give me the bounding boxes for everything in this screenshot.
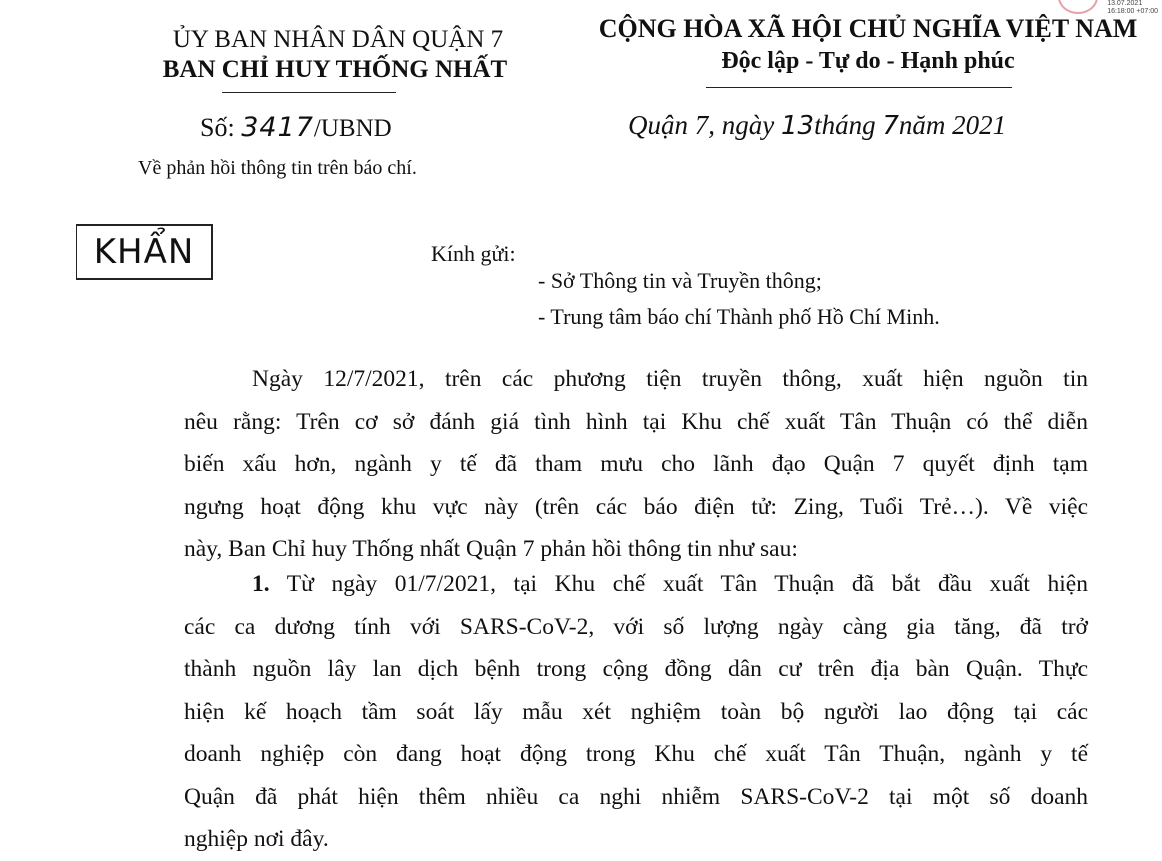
paragraph-line: thành nguồn lây lan dịch bệnh trong cộng đồng dân cư trên địa bàn Quận. Thực <box>184 656 1088 682</box>
body-point-1 <box>184 563 1088 861</box>
right-header-divider <box>706 87 1012 88</box>
paragraph-line: biến xấu hơn, ngành y tế đã tham mưu cho lãnh đạo Quận 7 quyết định tạm <box>184 451 1088 477</box>
body-paragraph-1 <box>184 358 1088 571</box>
day-handwritten: 13 <box>780 111 815 141</box>
issuing-agency: ỦY BAN NHÂN DÂN QUẬN 7 <box>172 26 504 53</box>
month-handwritten: 7 <box>882 111 899 141</box>
digital-signature-seal-icon <box>1058 0 1098 14</box>
year-text: năm 2021 <box>898 110 1007 140</box>
document-subject: Về phản hồi thông tin trên báo chí. <box>138 157 417 179</box>
recipient-item: - Sở Thông tin và Truyền thông; <box>538 268 822 293</box>
paragraph-line: doanh nghiệp còn đang hoạt động trong Khu chế xuất Tân Thuận, ngành y tế <box>184 741 1088 767</box>
national-title: CỘNG HÒA XÃ HỘI CHỦ NGHĨA VIỆT NAM <box>598 14 1138 43</box>
point-line-text: Từ ngày 01/7/2021, tại Khu chế xuất Tân Thuận đã bắt đầu xuất hiện <box>286 571 1088 597</box>
month-word: tháng <box>814 110 876 140</box>
paragraph-line: các ca dương tính với SARS-CoV-2, với số lượng ngày càng gia tăng, đã trở <box>184 613 1088 640</box>
paragraph-line: hiện kế hoạch tầm soát lấy mẫu xét nghiệm toàn bộ người lao động tại các <box>184 698 1088 725</box>
paragraph-line: ngưng hoạt động khu vực này (trên các báo điện tử: Zing, Tuổi Trẻ…). Về việc <box>184 493 1088 520</box>
urgent-stamp: KHẨN <box>76 224 213 280</box>
document-date <box>628 110 1006 141</box>
signature-time: 16:18:00 +07:00 <box>1107 8 1158 15</box>
signature-date: 13.07.2021 <box>1107 0 1143 7</box>
point-number: 1. <box>252 571 270 597</box>
number-suffix: /UBND <box>313 115 392 142</box>
paragraph-line: nghiệp nơi đây. <box>184 826 329 852</box>
national-motto: Độc lập - Tự do - Hạnh phúc <box>721 48 1015 74</box>
number-handwritten: 3417 <box>241 112 314 143</box>
paragraph-line: này, Ban Chỉ huy Thống nhất Quận 7 phản hồi thông tin như sau: <box>184 536 798 562</box>
paragraph-line: Quận đã phát hiện thêm nhiều ca nghi nhiễm SARS-CoV-2 tại một số doanh <box>184 783 1088 810</box>
document-number <box>200 112 392 143</box>
paragraph-line <box>184 563 1088 606</box>
issuing-committee: BAN CHỈ HUY THỐNG NHẤT <box>162 56 508 83</box>
left-header-divider <box>222 92 396 93</box>
paragraph-line: nêu rằng: Trên cơ sở đánh giá tình hình tại Khu chế xuất Tân Thuận có thể diễn <box>184 408 1088 435</box>
date-prefix: Quận 7, ngày <box>628 110 775 140</box>
addressee-label: Kính gửi: <box>431 241 516 266</box>
paragraph-line: Ngày 12/7/2021, trên các phương tiện truyền thông, xuất hiện nguồn tin <box>252 366 1088 392</box>
number-label: Số: <box>200 113 235 142</box>
recipient-item: - Trung tâm báo chí Thành phố Hồ Chí Minh. <box>538 304 940 329</box>
